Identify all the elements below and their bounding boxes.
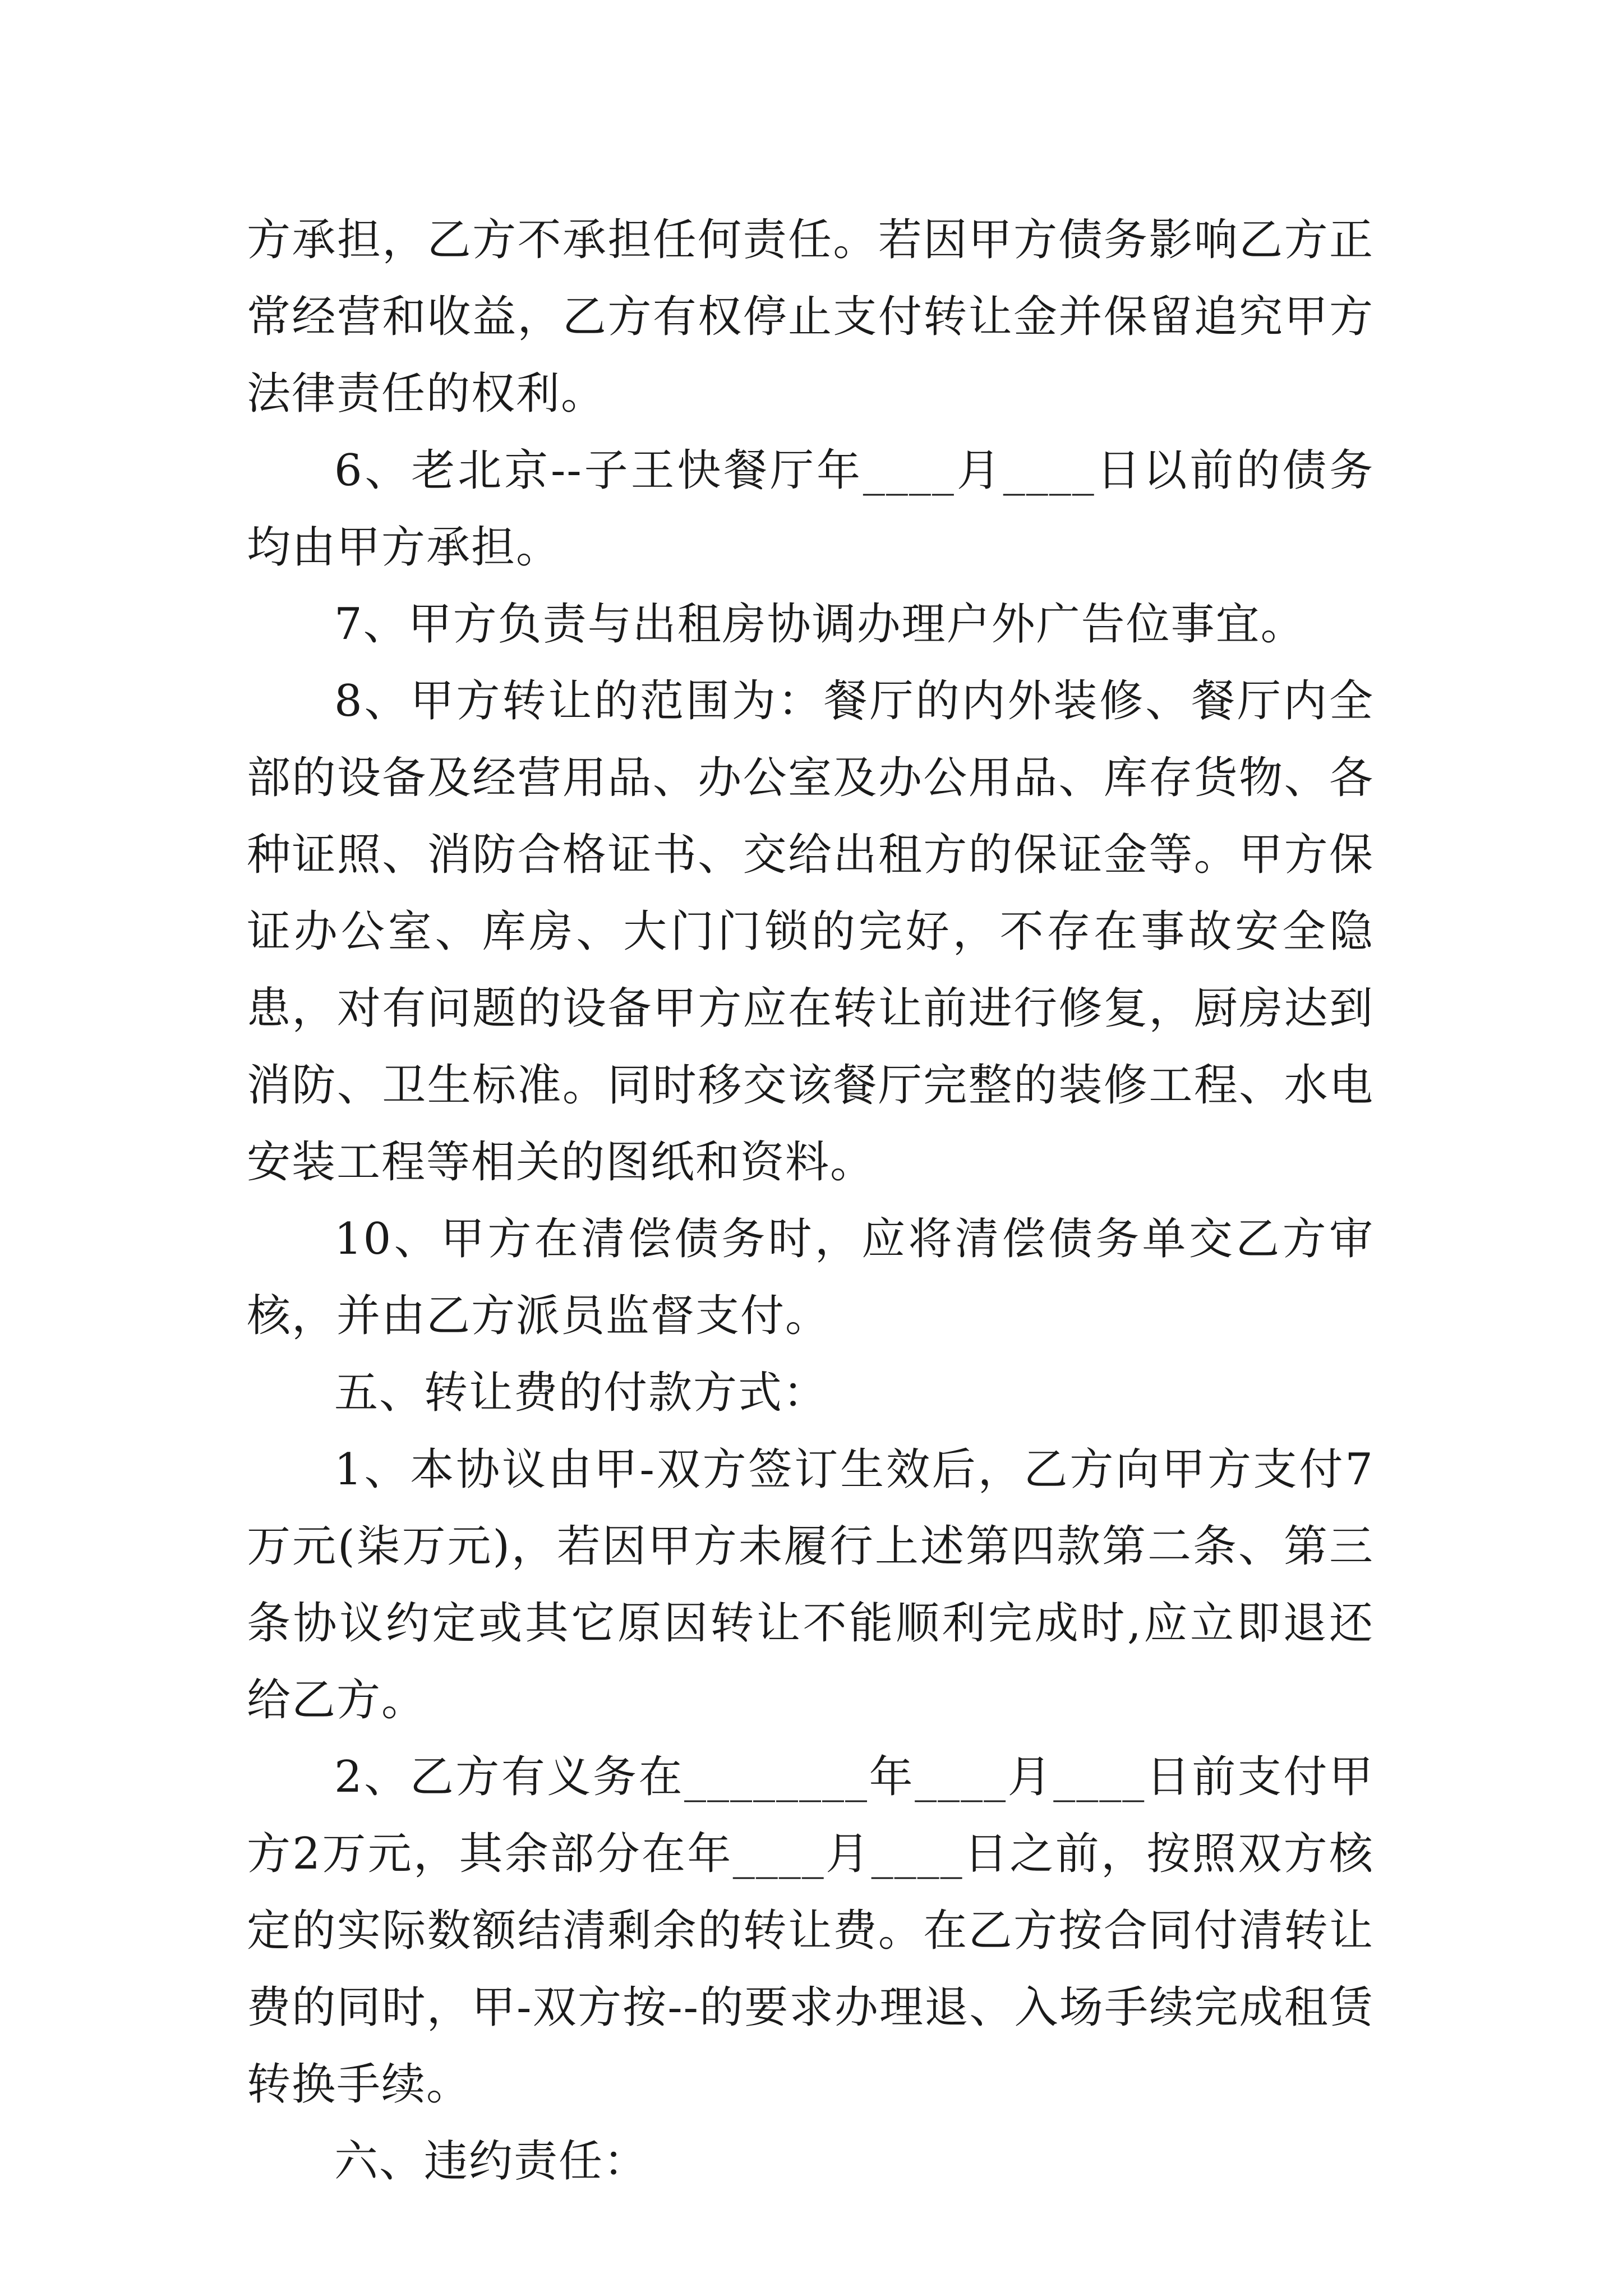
paragraph-item-7: 7、甲方负责与出租房协调办理户外广告位事宜。 — [334, 599, 1306, 650]
paragraph-item-10: 10、甲方在清偿债务时，应将清偿债务单交乙方审核，并由乙方派员监督支付。 — [247, 1214, 1374, 1341]
paragraph-item-6: 6、老北京--子王快餐厅年____月____日以前的债务均由甲方承担。 — [247, 445, 1374, 573]
document-body — [247, 202, 1374, 2200]
paragraph-item-8: 8、甲方转让的范围为：餐厅的内外装修、餐厅内全部的设备及经营用品、办公室及办公用品、库存货物、各种证照、消防合格证书、交给出租方的保证金等。甲方保证办公室、库房、大门门锁的完好，不存在事故安全隐患，对有问题的设备甲方应在转让前进行修复，厨房达到消防、卫生标准。同时移交该餐厅完整的装修工程、水电安装工程等相关的图纸和资料。 — [247, 676, 1374, 1188]
paragraph-payment-1: 1、本协议由甲-双方签订生效后，乙方向甲方支付7万元(柒万元)，若因甲方未履行上述第四款第二条、第三条协议约定或其它原因转让不能顺利完成时,应立即退还给乙方。 — [247, 1444, 1374, 1726]
paragraph-continuation: 方承担，乙方不承担任何责任。若因甲方债务影响乙方正常经营和收益，乙方有权停止支付转让金并保留追究甲方法律责任的权利。 — [247, 215, 1374, 419]
section-heading-payment: 五、转让费的付款方式： — [334, 1368, 828, 1418]
paragraph-payment-2: 2、乙方有义务在________年____月____日前支付甲方2万元，其余部分在年____月____日之前，按照双方核定的实际数额结清剩余的转让费。在乙方按合同付清转让费的同时，甲-双方按--的要求办理退、入场手续完成租赁转换手续。 — [247, 1752, 1374, 2110]
section-heading-liability: 六、违约责任： — [334, 2136, 649, 2187]
